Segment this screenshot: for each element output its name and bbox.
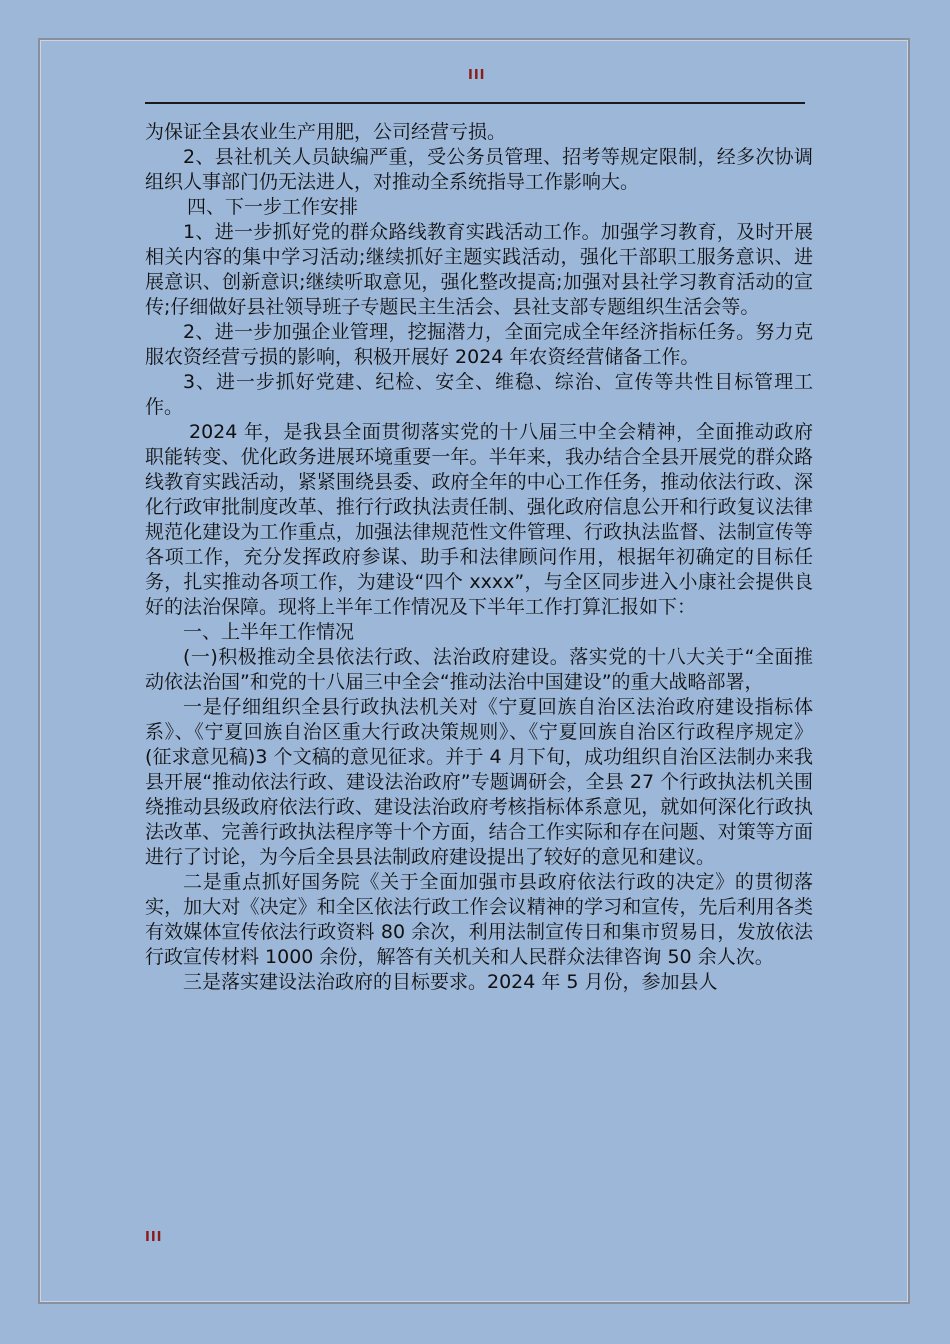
paragraph: (一)积极推动全县依法行政、法治政府建设。落实党的十八大关于“全面推动依法治国”和党的十八届三中全会“推动法治中国建设”的重大战略部署， [145, 646, 813, 693]
section-heading: 一、上半年工作情况 [183, 621, 355, 643]
section-heading: 四、下一步工作安排 [187, 196, 359, 218]
paragraph: 一是仔细组织全县行政执法机关对《宁夏回族自治区法治政府建设指标体系》、《宁夏回族自治区重大行政决策规则》、《宁夏回族自治区行政程序规定》(征求意见稿)3 个文稿的意见征求。并于 4 月下旬，成功组织自治区法制办来我县开展“推动依法行政、建设法治政府”专题调研会，全县 27 个行政执法机关围绕推动县级政府依法行政、建设法治政府考核指标体系意见，就如何深化行政执法改革、完善行政执法程序等十个方面，结合工作实际和存在问题、对策等方面进行了讨论，为今后全县县法制政府建设提出了较好的意见和建议。 [145, 696, 813, 868]
header-divider [145, 102, 805, 104]
paragraph: 2、进一步加强企业管理，挖掘潜力，全面完成全年经济指标任务。努力克服农资经营亏损的影响，积极开展好 2024 年农资经营储备工作。 [145, 321, 813, 368]
paragraph: 二是重点抓好国务院《关于全面加强市县政府依法行政的决定》的贯彻落实，加大对《决定》和全区依法行政工作会议精神的学习和宣传，先后利用各类有效媒体宣传依法行政资料 80 余次，利用法制宣传日和集市贸易日，发放依法行政宣传材料 1000 余份，解答有关机关和人民群众法律咨询 50 余人次。 [145, 871, 813, 968]
paragraph: 3、进一步抓好党建、纪检、安全、维稳、综治、宣传等共性目标管理工作。 [145, 371, 813, 418]
paragraph: 2、县社机关人员缺编严重，受公务员管理、招考等规定限制，经多次协调组织人事部门仍无法进人，对推动全系统指导工作影响大。 [145, 146, 813, 193]
paragraph: 2024 年，是我县全面贯彻落实党的十八届三中全会精神，全面推动政府职能转变、优化政务进展环境重要一年。半年来，我办结合全县开展党的群众路线教育实践活动，紧紧围绕县委、政府全年的中心工作任务，推动依法行政、深化行政审批制度改革、推行行政执法责任制、强化政府信息公开和行政复议法律规范化建设为工作重点，加强法律规范性文件管理、行政执法监督、法制宣传等各项工作，充分发挥政府参谋、助手和法律顾问作用，根据年初确定的目标任务，扎实推动各项工作，为建设“四个 xxxx”，与全区同步进入小康社会提供良好的法治保障。现将上半年工作情况及下半年工作打算汇报如下： [145, 421, 813, 618]
header-mark: III [468, 68, 486, 83]
paragraph: 为保证全县农业生产用肥，公司经营亏损。 [145, 121, 507, 143]
paragraph: 1、进一步抓好党的群众路线教育实践活动工作。加强学习教育，及时开展相关内容的集中学习活动;继续抓好主题实践活动，强化干部职工服务意识、进展意识、创新意识;继续听取意见，强化整改提高;加强对县社学习教育活动的宣传;仔细做好县社领导班子专题民主生活会、县社支部专题组织生活会等。 [145, 221, 813, 318]
paragraph: 三是落实建设法治政府的目标要求。2024 年 5 月份，参加县人 [183, 971, 718, 993]
footer-mark: III [145, 1230, 163, 1245]
document-body [145, 120, 813, 995]
